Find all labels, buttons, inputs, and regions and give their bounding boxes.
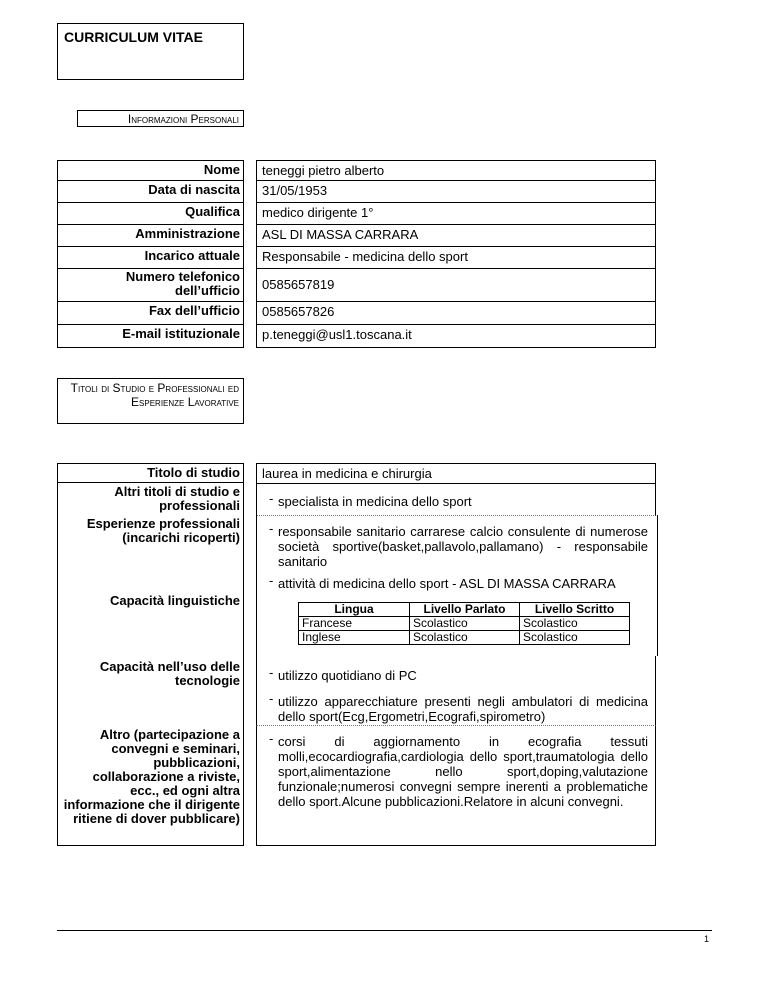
lang-header-scritto: Livello Scritto bbox=[520, 603, 630, 617]
personal-value: ASL DI MASSA CARRARA bbox=[256, 225, 656, 247]
personal-value: 0585657826 bbox=[256, 302, 656, 325]
personal-value: Responsabile - medicina dello sport bbox=[256, 247, 656, 269]
titolo-value: laurea in medicina e chirurgia bbox=[256, 463, 656, 483]
altro-label: Altro (partecipazione a convegni e seminari, pubblicazioni, collaborazione a riviste, ecc., ed ogni altra informazione che il dirigente ritiene di dover pubblicare) bbox=[57, 726, 244, 846]
document-title: CURRICULUM VITAE bbox=[64, 29, 203, 45]
personal-value: 0585657819 bbox=[256, 269, 656, 302]
esperienze-label: Esperienze professionali (incarichi ricoperti) bbox=[57, 515, 244, 600]
personal-label: Fax dell’ufficio bbox=[57, 302, 244, 325]
lang-cell: Inglese bbox=[299, 631, 410, 645]
altro-item: - corsi di aggiornamento in ecografia tessuti molli,ecocardiografia,cardiologia dello sport,traumatologia dello sport,alimentazione nello sport,doping,valutazione funzionale;numerosi convegni sempre inerenti a problematiche dello sport.Alcune pubblicazioni.Relatore in alcuni convegni. bbox=[278, 734, 648, 809]
personal-label: Data di nascita bbox=[57, 181, 244, 203]
lang-cell: Scolastico bbox=[520, 617, 630, 631]
tecnologie-item-2: - utilizzo apparecchiature presenti negli ambulatori di medicina dello sport(Ecg,Ergometri,Ecografi,spirometro) bbox=[278, 694, 648, 724]
esperienze-item-2: - attività di medicina dello sport - ASL DI MASSA CARRARA bbox=[278, 576, 648, 591]
personal-label: Incarico attuale bbox=[57, 247, 244, 269]
personal-value: 31/05/1953 bbox=[256, 181, 656, 203]
personal-label: E-mail istituzionale bbox=[57, 325, 244, 348]
tecnologie-item-1: - utilizzo quotidiano di PC bbox=[278, 668, 648, 683]
section-studies-label: Titoli di Studio e Professionali ed Esperienze Lavorative bbox=[70, 381, 239, 409]
section-studies-heading bbox=[57, 378, 244, 424]
language-table bbox=[298, 602, 630, 645]
altri-item: - specialista in medicina dello sport bbox=[278, 494, 648, 509]
lang-cell: Scolastico bbox=[410, 617, 520, 631]
title-box bbox=[57, 23, 244, 80]
titolo-label: Titolo di studio bbox=[57, 463, 244, 483]
personal-label: Nome bbox=[57, 160, 244, 181]
lang-header-parlato: Livello Parlato bbox=[410, 603, 520, 617]
personal-value: medico dirigente 1° bbox=[256, 203, 656, 225]
personal-value: teneggi pietro alberto bbox=[256, 160, 656, 181]
section-personal-heading bbox=[77, 110, 244, 127]
personal-label: Numero telefonico dell’ufficio bbox=[57, 269, 244, 302]
personal-value: p.teneggi@usl1.toscana.it bbox=[256, 325, 656, 348]
lang-header-lingua: Lingua bbox=[299, 603, 410, 617]
lang-cell: Scolastico bbox=[520, 631, 630, 645]
tecnologie-label: Capacità nell’uso delle tecnologie bbox=[57, 656, 244, 726]
section-personal-label: Informazioni Personali bbox=[127, 112, 239, 126]
altri-label: Altri titoli di studio e professionali bbox=[57, 483, 244, 516]
personal-label: Amministrazione bbox=[57, 225, 244, 247]
personal-label: Qualifica bbox=[57, 203, 244, 225]
page-number: 1 bbox=[704, 934, 710, 944]
esperienze-item-1: - responsabile sanitario carrarese calcio consulente di numerose società sportive(basket,pallavolo,pallamano) - responsabile sanitario bbox=[278, 524, 648, 569]
lingue-label: Capacità linguistiche bbox=[57, 590, 244, 656]
lang-cell: Francese bbox=[299, 617, 410, 631]
lang-cell: Scolastico bbox=[410, 631, 520, 645]
footer-rule bbox=[57, 930, 712, 931]
